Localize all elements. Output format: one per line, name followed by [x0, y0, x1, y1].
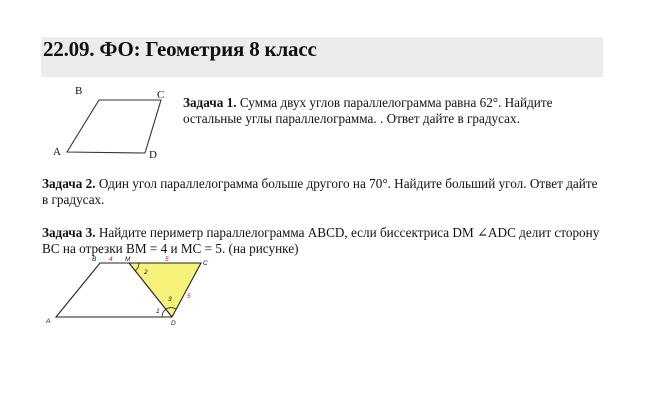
task-1-text: Сумма двух углов параллелограмма равна 62°. Найдите остальные углы параллелограмма. . Ответ дайте в градусах.	[183, 95, 553, 126]
vertex-label-c: C	[157, 89, 165, 101]
vertex-label-a2: A	[46, 318, 51, 325]
angle-label-3: 3	[168, 296, 172, 303]
angle-label-2: 2	[144, 269, 148, 276]
segment-label-cd: 5	[187, 293, 191, 300]
page-title: 22.09. ФО: Геометрия 8 класс	[43, 37, 317, 61]
vertex-label-d2: D	[171, 320, 176, 327]
task-2-text: Один угол параллелограмма больше другого на 70°. Найдите больший угол. Ответ дайте в градусах.	[42, 176, 598, 207]
task-3-label: Задача 3.	[42, 225, 96, 240]
angle-label-1: 1	[156, 308, 160, 315]
vertex-label-m: M	[125, 256, 131, 263]
vertex-label-b2: B	[92, 256, 97, 263]
vertex-label-a: A	[53, 146, 61, 158]
vertex-label-d: D	[149, 149, 157, 161]
task-2-label: Задача 2.	[42, 176, 96, 191]
segment-label-bm: 4	[109, 256, 113, 263]
task-3-text: Найдите периметр параллелограмма ABCD, если биссектриса DM ∠ADC делит сторону BC на отрезки BM = 4 и MC = 5. (на рисунке)	[42, 225, 600, 256]
segment-label-mc: 5	[165, 256, 169, 263]
vertex-label-b: B	[75, 85, 83, 97]
vertex-label-c2: C	[203, 260, 208, 267]
angle-arc-1	[162, 309, 166, 317]
task-1-label: Задача 1.	[183, 95, 237, 110]
